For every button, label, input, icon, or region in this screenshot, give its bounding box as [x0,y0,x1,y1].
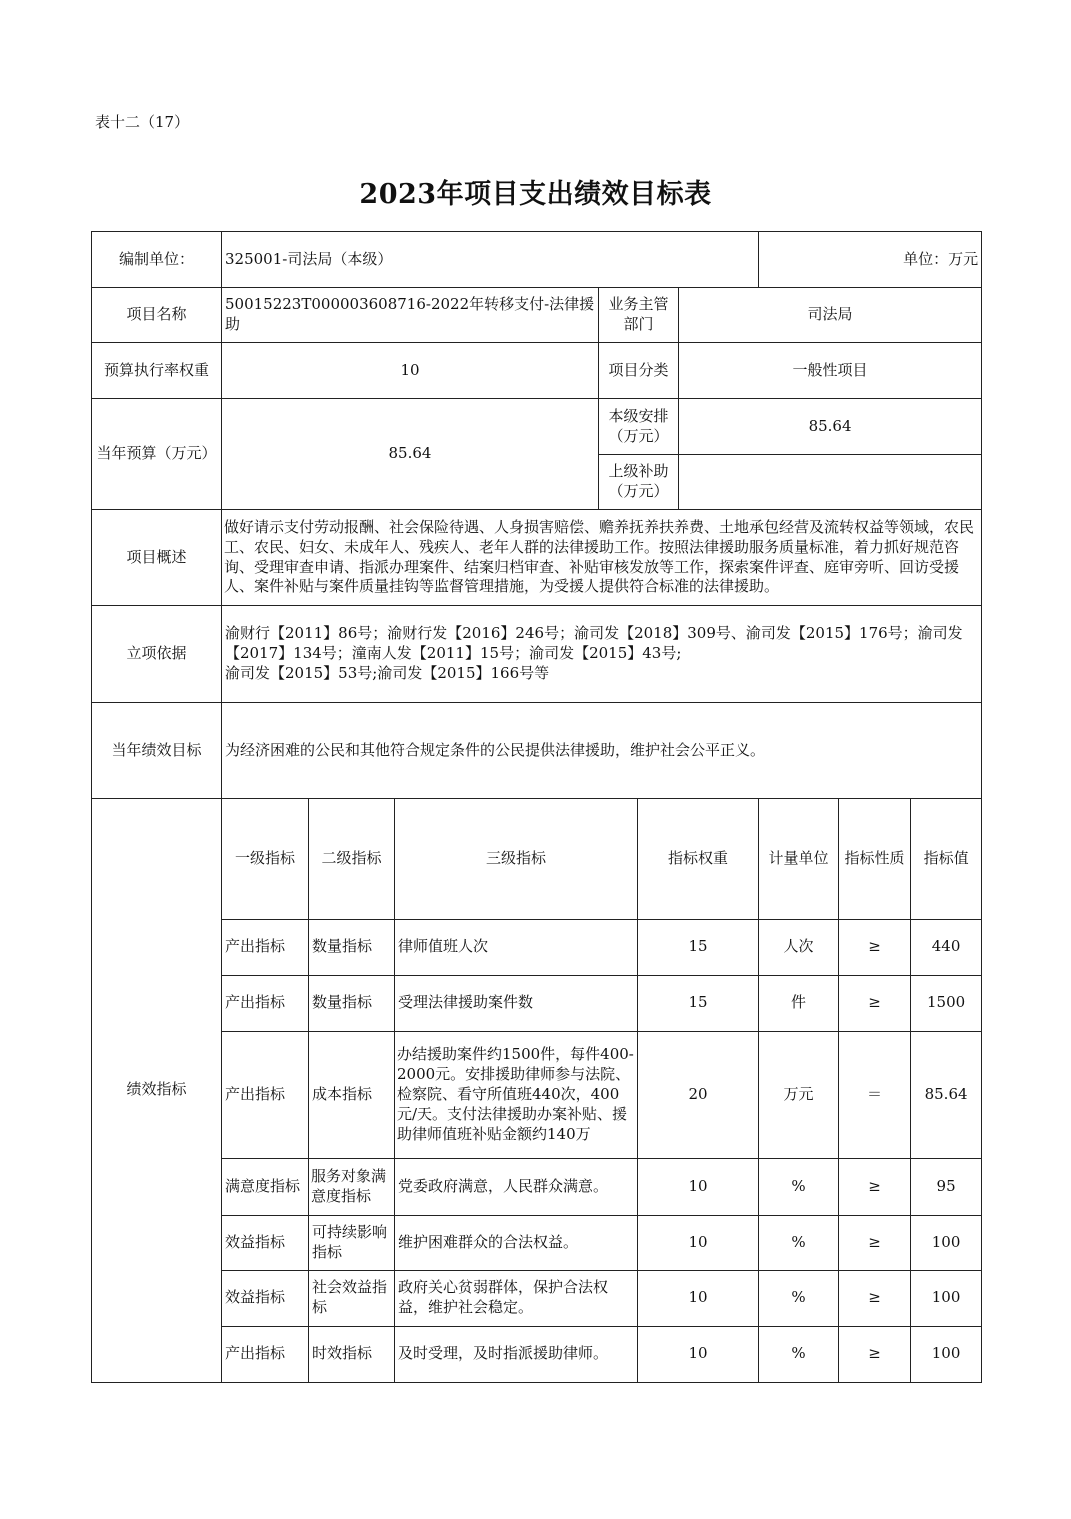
basis-line-2: 渝司发【2015】53号;渝司发【2015】166号等 [225,663,550,682]
indicator-nature: ≥ [839,1270,911,1326]
indicator-level3: 及时受理，及时指派援助律师。 [395,1326,638,1382]
table-row [92,1270,982,1326]
indicator-unit: 件 [759,975,839,1031]
indicator-unit: 人次 [759,919,839,975]
budget-label: 当年预算（万元） [92,399,222,510]
basis-line-1: 渝财行【2011】86号；渝财行发【2016】246号；渝司发【2018】309号、渝司发【2015】176号；渝司发【2017】134号；潼南人发【2011】15号；渝司发【2015】43号; [225,624,963,663]
indicator-level1: 产出指标 [222,1031,309,1158]
column-header: 指标值 [911,799,982,920]
project-name-label: 项目名称 [92,288,222,343]
goal-text: 为经济困难的公民和其他符合规定条件的公民提供法律援助，维护社会公平正义。 [222,703,982,799]
indicator-level2: 服务对象满意度指标 [311,1166,387,1205]
table-row [92,1326,982,1382]
category-label: 项目分类 [599,343,679,399]
column-header: 二级指标 [309,799,395,920]
indicator-level3: 党委政府满意，人民群众满意。 [395,1158,638,1215]
indicator-level1: 产出指标 [222,1326,309,1382]
indicator-nature: ≥ [839,919,911,975]
column-header: 一级指标 [222,799,309,920]
table-row [92,975,982,1031]
indicator-nature: ＝ [839,1031,911,1158]
column-header: 三级指标 [395,799,638,920]
page-title: 2023年项目支出绩效目标表 [359,179,712,210]
indicator-value: 85.64 [911,1031,982,1158]
indicator-nature: ≥ [839,975,911,1031]
indicator-level2: 社会效益指标 [309,1270,395,1326]
table-row [92,1031,982,1158]
indicator-weight: 10 [638,1270,759,1326]
local-budget-value: 85.64 [679,399,982,455]
indicator-unit: 万元 [759,1031,839,1158]
indicator-weight: 10 [638,1158,759,1215]
indicator-level2: 数量指标 [309,919,395,975]
indicator-level1: 满意度指标 [222,1158,309,1215]
category-value: 一般性项目 [679,343,982,399]
local-budget-label: 本级安排（万元） [599,399,679,455]
indicator-nature: ≥ [839,1158,911,1215]
indicator-level3: 维护困难群众的合法权益。 [395,1215,638,1270]
unit-label: 编制单位： [92,232,222,288]
indicator-weight: 10 [638,1326,759,1382]
unit-value: 325001-司法局（本级） [222,232,759,288]
indicator-unit: % [759,1326,839,1382]
overview-label: 项目概述 [92,510,222,606]
indicator-level1: 效益指标 [222,1270,309,1326]
indicator-unit: % [759,1270,839,1326]
upper-subsidy-label: 上级补助（万元） [599,455,679,510]
table-row [92,1158,982,1215]
indicator-level1: 效益指标 [222,1215,309,1270]
indicator-nature: ≥ [839,1215,911,1270]
indicator-value: 95 [911,1158,982,1215]
dept-label: 业务主管部门 [599,288,679,343]
indicator-unit: % [759,1158,839,1215]
column-header: 指标权重 [638,799,759,920]
project-name-value: 50015223T000003608716-2022年转移支付-法律援助 [222,288,599,343]
dept-value: 司法局 [679,288,982,343]
performance-target-table [91,231,982,1383]
column-header: 计量单位 [759,799,839,920]
table-row [92,919,982,975]
table-row [92,1215,982,1270]
overview-text: 做好请示支付劳动报酬、社会保险待遇、人身损害赔偿、赡养抚养扶养费、土地承包经营及流转权益等领域，农民工、农民、妇女、未成年人、残疾人、老年人群的法律援助工作。按照法律援助服务质量标准，着力抓好规范咨询、受理审查申请、指派办理案件、结案归档审查、补贴审核发放等工作，探索案件评查、庭审旁听、回访受援人、案件补贴与案件质量挂钩等监督管理措施，为受援人提供符合标准的法律援助。 [224,517,975,596]
weight-value: 10 [222,343,599,399]
indicator-weight: 15 [638,975,759,1031]
indicator-level3: 政府关心贫弱群体，保护合法权益，维护社会稳定。 [395,1270,638,1326]
basis-label: 立项依据 [92,606,222,703]
indicator-weight: 10 [638,1215,759,1270]
goal-label: 当年绩效目标 [92,703,222,799]
column-header: 指标性质 [839,799,911,920]
indicator-level1: 产出指标 [222,919,309,975]
indicator-weight: 15 [638,919,759,975]
indicator-level2: 时效指标 [309,1326,395,1382]
indicator-level2: 数量指标 [309,975,395,1031]
indicator-level3: 办结援助案件约1500件，每件400-2000元。安排援助律师参与法院、检察院、看守所值班440次，400元/天。支付法律援助办案补贴、援助律师值班补贴金额约140万 [397,1044,634,1143]
indicator-level3: 律师值班人次 [395,919,638,975]
sheet-label: 表十二（17） [95,113,190,131]
indicator-level2: 成本指标 [309,1031,395,1158]
budget-value: 85.64 [222,399,599,510]
indicator-weight: 20 [638,1031,759,1158]
indicator-value: 100 [911,1326,982,1382]
indicator-level1: 产出指标 [222,975,309,1031]
indicator-unit: % [759,1215,839,1270]
basis-cell [222,606,982,703]
indicator-nature: ≥ [839,1326,911,1382]
indicator-value: 1500 [911,975,982,1031]
indicator-value: 440 [911,919,982,975]
indicator-value: 100 [911,1215,982,1270]
upper-subsidy-value [679,455,982,510]
weight-label: 预算执行率权重 [92,343,222,399]
indicator-level3: 受理法律援助案件数 [395,975,638,1031]
indicator-value: 100 [911,1270,982,1326]
indicator-level2: 可持续影响指标 [309,1215,395,1270]
money-unit: 单位：万元 [759,232,982,288]
indicators-label: 绩效指标 [92,799,222,1383]
